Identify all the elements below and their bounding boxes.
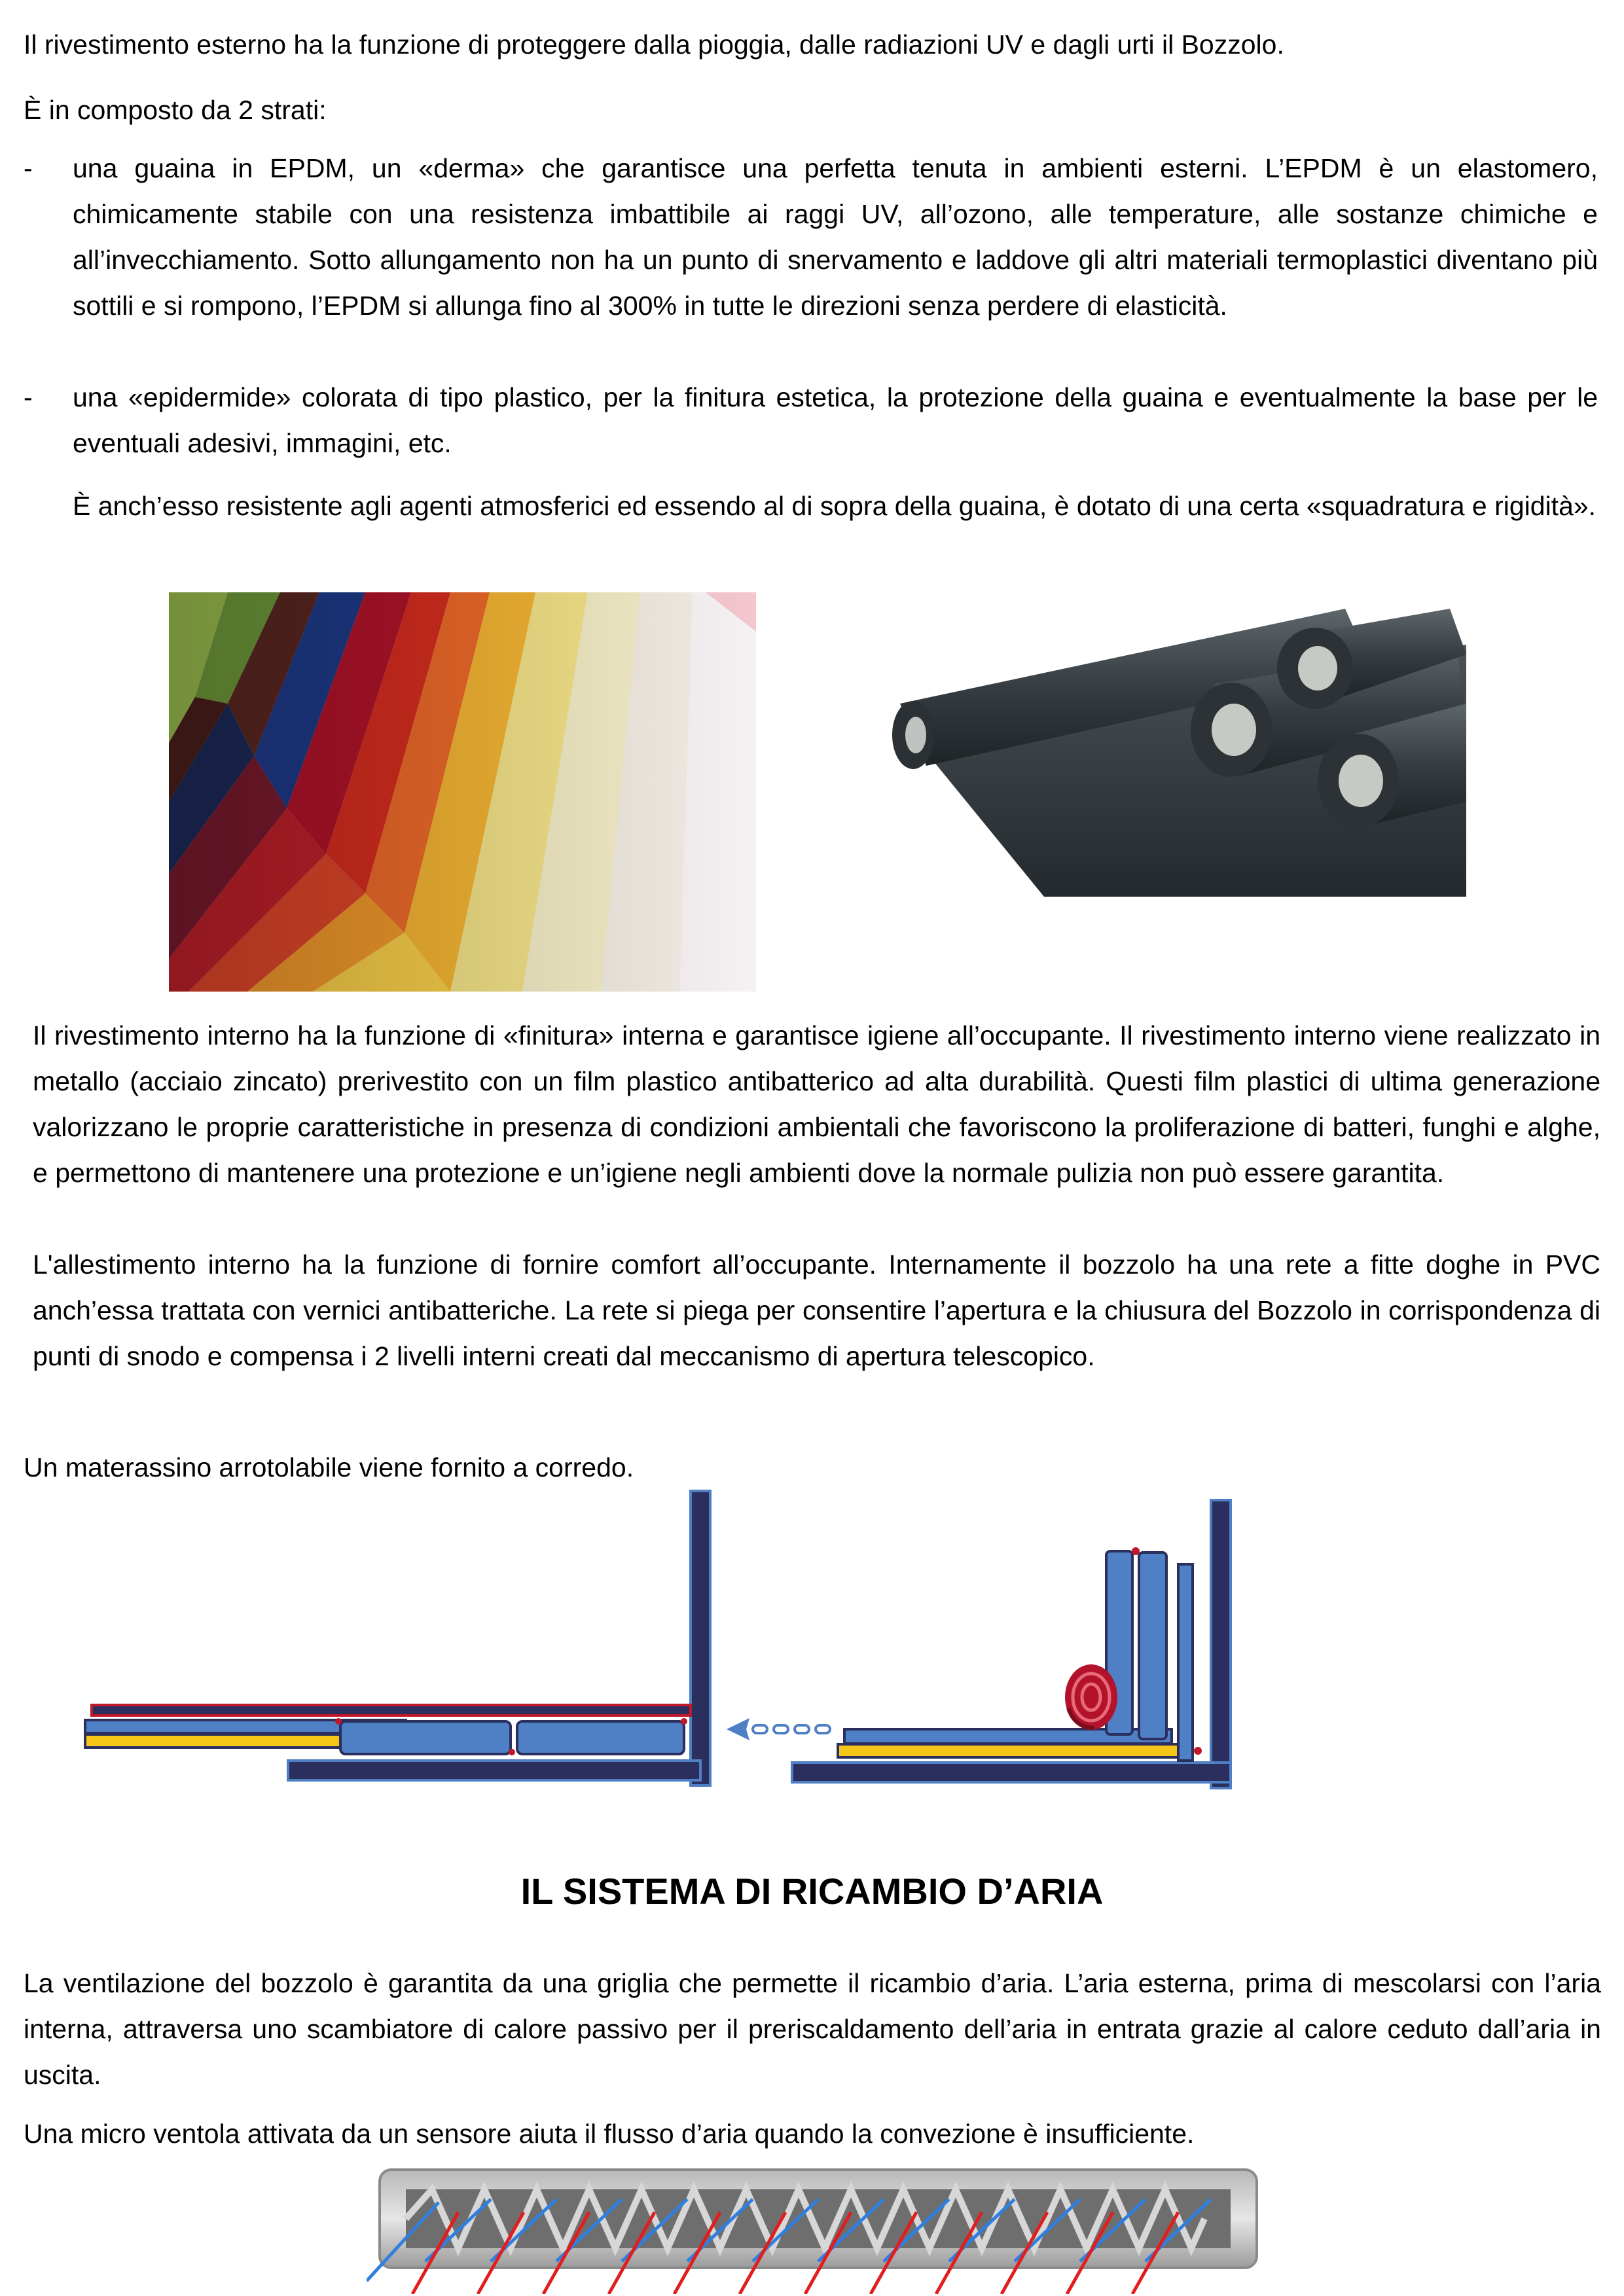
heat-exchanger-image — [367, 2163, 1260, 2294]
interior-paragraph-3: Un materassino arrotolabile viene fornito a corredo. — [24, 1452, 634, 1482]
bullet-dash: - — [24, 382, 33, 412]
intro-paragraph-1: Il rivestimento esterno ha la funzione di proteggere dalla pioggia, dalle radiazioni UV e dagli urti il Bozzolo. — [24, 29, 1284, 60]
bullet-dash: - — [24, 153, 33, 183]
rolled-mattress-icon — [1065, 1664, 1117, 1730]
intro-paragraph-2: È in composto da 2 strati: — [24, 95, 327, 125]
section-title: IL SISTEMA DI RICAMBIO D’ARIA — [520, 1871, 1104, 1912]
air-paragraph-1: La ventilazione del bozzolo è garantita da una griglia che permette il ricambio d’aria. L’aria esterna, prima di mescolarsi con l’aria interna, attraversa uno scambiatore di calore passivo per il preriscaldamento dell’aria in entrata grazie al calore ceduto dall’aria in uscita. — [24, 1968, 1601, 2090]
arrow-icon — [727, 1718, 830, 1740]
bullet-item-epdm: una guaina in EPDM, un «derma» che garantisce una perfetta tenuta in ambienti esterni. L’EPDM è un elastomero, chimicamente stabile con una resistenza imbattibile ai raggi UV, all’ozono, alle temperature, alle sostanze chimiche e all’invecchiamento. Sotto allungamento non ha un punto di snervamento e laddove gli altri materiali termoplastici diventano più sottili e si rompono, l’EPDM si allunga fino al 300% in tutte le direzioni senza perdere di elasticità. — [73, 153, 1598, 321]
bullet-item-epidermide: una «epidermide» colorata di tipo plastico, per la finitura estetica, la protezione della guaina e eventualmente la base per le eventuali adesivi, immagini, etc. — [73, 382, 1598, 458]
interior-paragraph-1: Il rivestimento interno ha la funzione di «finitura» interna e garantisce igiene all’occupante. Il rivestimento interno viene realizzato in metallo (acciaio zincato) prerivestito con un film plastico antibatterico ad alta durabilità. Questi film plastici di ultima generazione valorizzano le proprie caratteristiche in presenza di condizioni ambientali che favoriscono la proliferazione di batteri, funghi e alghe, e permettono di mantenere una protezione e un’igiene negli ambienti dove la normale pulizia non può essere garantita. — [33, 1020, 1600, 1188]
epdm-rolls-image — [874, 605, 1466, 897]
diagram-closed-configuration — [792, 1500, 1231, 1788]
interior-paragraph-2: L'allestimento interno ha la funzione di fornire comfort all’occupante. Internamente il bozzolo ha una rete a fitte doghe in PVC anch’essa trattata con vernici antibatteriche. La rete si piega per consentire l’apertura e la chiusura del Bozzolo in corrispondenza di punti di snodo e compensa i 2 livelli interni creati dal meccanismo di apertura telescopico. — [33, 1249, 1600, 1371]
folding-mechanism-diagram — [72, 1486, 1257, 1793]
colored-plastic-sheets-image — [169, 592, 756, 992]
air-paragraph-2: Una micro ventola attivata da un sensore aiuta il flusso d’aria quando la convezione è insufficiente. — [24, 2119, 1195, 2149]
intro-paragraph-3: È anch’esso resistente agli agenti atmosferici ed essendo al di sopra della guaina, è dotato di una certa «squadratura e rigidità». — [73, 491, 1597, 521]
diagram-open-configuration — [85, 1491, 710, 1785]
